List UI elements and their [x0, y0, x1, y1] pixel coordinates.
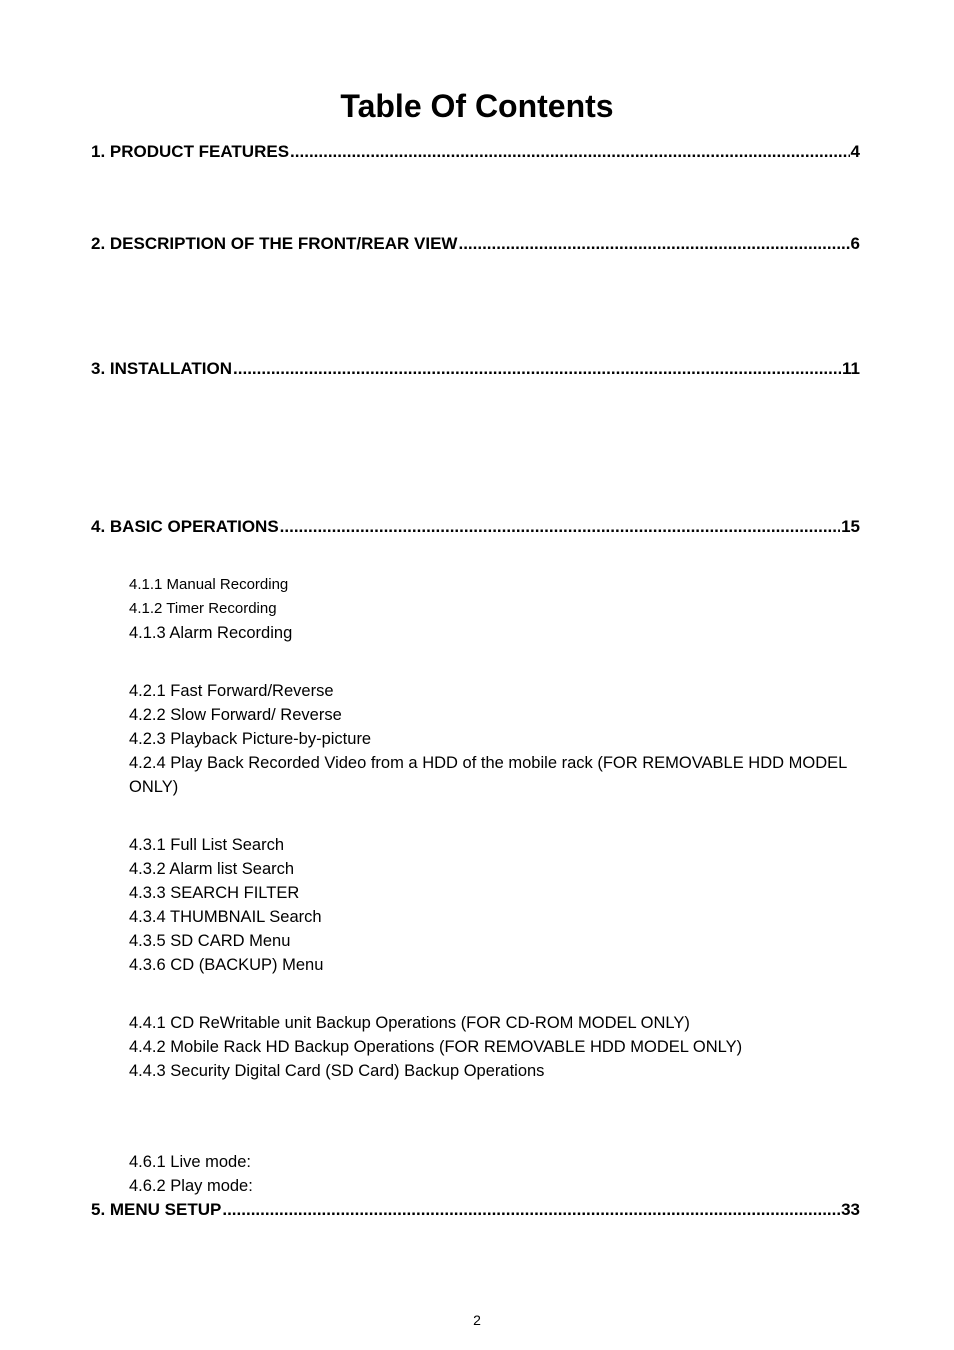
toc-entry-label: 4. BASIC OPERATIONS [91, 517, 279, 536]
toc-subentry-cd-backup-menu[interactable]: 4.3.6 CD (BACKUP) Menu [129, 956, 324, 974]
toc-entry-page: 4 [850, 142, 860, 161]
toc-subentry-sd-card-menu[interactable]: 4.3.5 SD CARD Menu [129, 932, 291, 950]
toc-subentry-live-mode[interactable]: 4.6.1 Live mode: [129, 1153, 251, 1171]
toc-subentry-play-mode[interactable]: 4.6.2 Play mode: [129, 1177, 253, 1195]
toc-subentry-cd-rewritable-backup[interactable]: 4.4.1 CD ReWritable unit Backup Operations (FOR CD-ROM MODEL ONLY) [129, 1014, 690, 1032]
toc-subentry-slow-forward-reverse[interactable]: 4.2.2 Slow Forward/ Reverse [129, 706, 342, 724]
toc-entry-menu-setup[interactable] [91, 1199, 860, 1221]
toc-subentry-sd-card-backup[interactable]: 4.4.3 Security Digital Card (SD Card) Backup Operations [129, 1062, 545, 1080]
toc-subentry-alarm-recording[interactable]: 4.1.3 Alarm Recording [129, 624, 293, 642]
toc-subentry-search-filter[interactable]: 4.3.3 SEARCH FILTER [129, 884, 300, 902]
toc-entry-page: 33 [841, 1200, 860, 1219]
toc-entry-label: 2. DESCRIPTION OF THE FRONT/REAR VIEW [91, 234, 458, 253]
toc-subentry-manual-recording[interactable]: 4.1.1 Manual Recording [129, 576, 289, 593]
toc-subentry-full-list-search[interactable]: 4.3.1 Full List Search [129, 836, 284, 854]
dot-leader [290, 141, 849, 163]
toc-entry-page: 15 [841, 517, 860, 536]
dot-leader [233, 358, 841, 380]
toc-entry-front-rear-view[interactable] [91, 233, 860, 255]
toc-subentry-play-back-recorded-video[interactable]: 4.2.4 Play Back Recorded Video from a HDD of the mobile rack (FOR REMOVABLE HDD MODEL ONLY) [129, 754, 847, 796]
dot-leader [458, 233, 849, 255]
toc-subentry-alarm-list-search[interactable]: 4.3.2 Alarm list Search [129, 860, 295, 878]
page-title: Table Of Contents [340, 88, 614, 124]
toc-entry-page: 11 [842, 359, 860, 378]
toc-entry-page: 6 [850, 234, 860, 253]
toc-entry-label: 1. PRODUCT FEATURES [91, 142, 290, 161]
toc-subentry-thumbnail-search[interactable]: 4.3.4 THUMBNAIL Search [129, 908, 322, 926]
toc-entry-basic-operations[interactable] [91, 516, 860, 538]
toc-entry-product-features[interactable] [91, 141, 860, 163]
dot-leader [222, 1199, 840, 1221]
page-number: 2 [473, 1312, 481, 1328]
toc-subentry-timer-recording[interactable]: 4.1.2 Timer Recording [129, 600, 277, 617]
toc-subentry-mobile-rack-hd-backup[interactable]: 4.4.2 Mobile Rack HD Backup Operations (FOR REMOVABLE HDD MODEL ONLY) [129, 1038, 743, 1056]
toc-subentry-fast-forward-reverse[interactable]: 4.2.1 Fast Forward/Reverse [129, 682, 334, 700]
toc-subentry-playback-picture-by-picture[interactable]: 4.2.3 Playback Picture-by-picture [129, 730, 372, 748]
dot-leader [280, 516, 840, 538]
toc-entry-label: 3. INSTALLATION [91, 359, 233, 378]
toc-entry-label: 5. MENU SETUP [91, 1200, 222, 1219]
toc-entry-installation[interactable] [91, 358, 860, 380]
